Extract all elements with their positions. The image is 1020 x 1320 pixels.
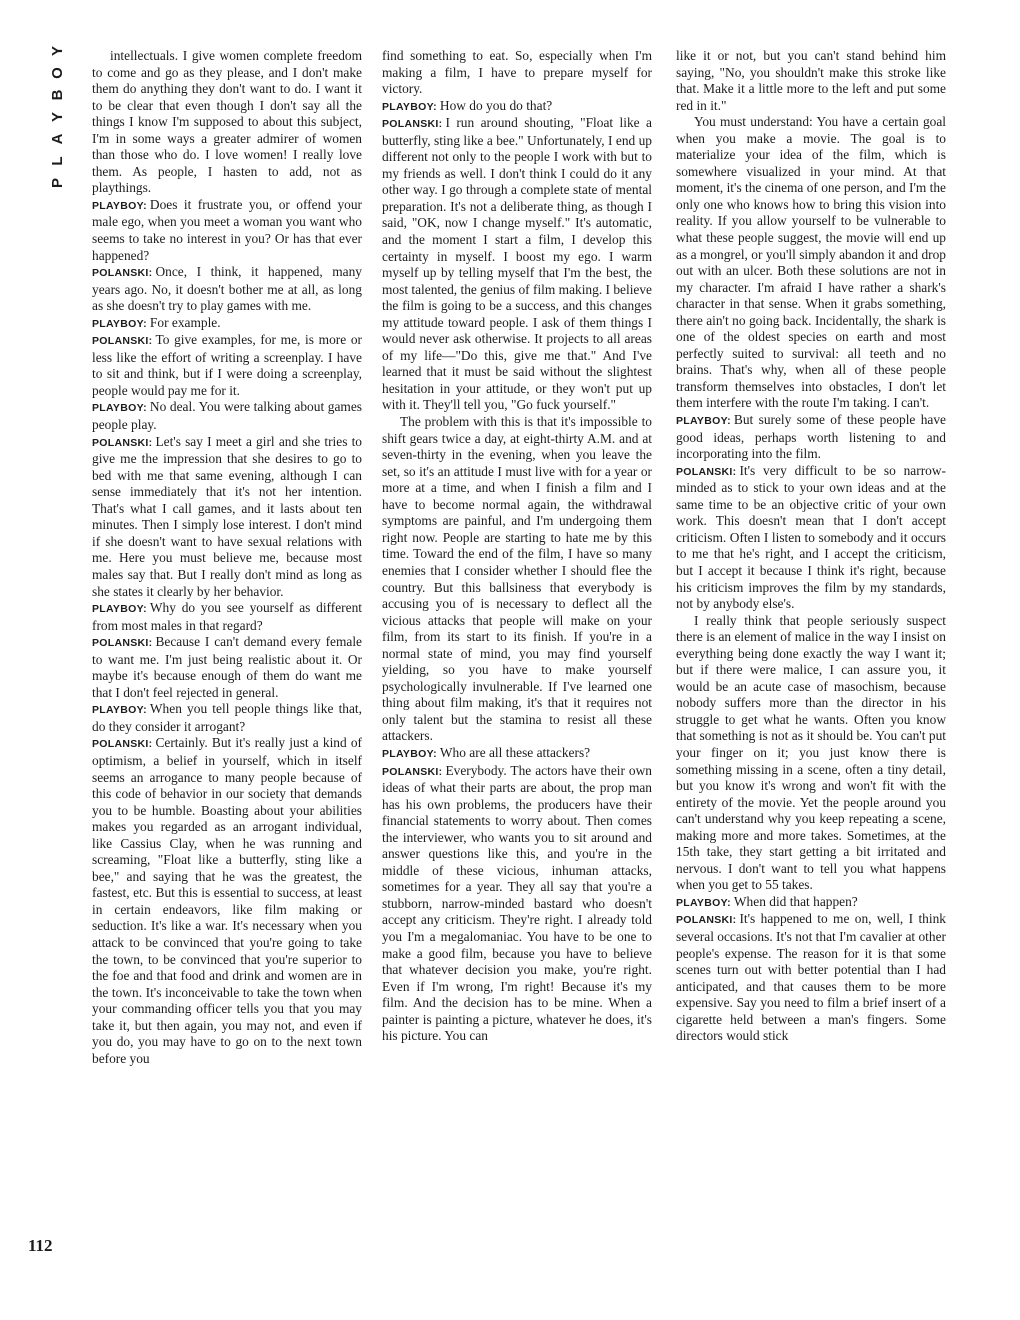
masthead-letter: A bbox=[49, 133, 66, 145]
paragraph-text: intellectuals. I give women complete freedom to come and go as they please, and I don't make them do anything they don't want to do. I want it to be clear that even though I don't say all the things I know I'm supposed to about this subject, I'm in some ways a greater admirer of women than those who do. I love women! I really love them. As people, I hasten to add, not as playthings. bbox=[92, 48, 362, 196]
masthead-letter: Y bbox=[49, 46, 66, 57]
speaker-label: PLAYBOY: bbox=[676, 415, 731, 428]
paragraph-text: like it or not, but you can't stand behind him saying, "No, you shouldn't make this stroke like that. Make it a little more to the left and put some red in it." bbox=[676, 48, 946, 113]
paragraph-text: Because I can't demand every female to want me. I'm just being realistic about it. Or maybe it's because enough of them do want me that I don't feel rejected in general. bbox=[92, 634, 362, 700]
interview-paragraph bbox=[382, 763, 652, 1045]
paragraph-text: Does it frustrate you, or offend your male ego, when you meet a woman you want who seems to take no interest in you? Or has that ever happened? bbox=[92, 196, 362, 263]
interview-paragraph bbox=[92, 332, 362, 399]
paragraph-text: Why do you see yourself as different from most males in that regard? bbox=[92, 600, 362, 633]
interview-paragraph bbox=[676, 894, 946, 912]
masthead-letter: P bbox=[49, 178, 66, 189]
interview-paragraph bbox=[676, 463, 946, 613]
interview-paragraph bbox=[92, 600, 362, 634]
paragraph-text: When did that happen? bbox=[733, 893, 858, 909]
text-column-1 bbox=[92, 48, 362, 1067]
page-number: 112 bbox=[28, 1236, 53, 1255]
interview-paragraph bbox=[382, 745, 652, 763]
interview-paragraph bbox=[92, 264, 362, 315]
speaker-label: PLAYBOY: bbox=[92, 402, 147, 415]
speaker-label: PLAYBOY: bbox=[92, 199, 147, 212]
paragraph-text: The problem with this is that it's impossible to shift gears twice a day, at eight-thirty A.M. and at seven-thirty in the evening, when you leave the set, so it's an attitude I must live with for a year or more at a time, and when I finish a film and I have to become normal again, the withdrawal symptoms are painful, and I'm undergoing them right now. People are starting to hate me by this time. Toward the end of the film, I have so many enemies that I consider whether I should flee the country. But this ballsiness that everybody is accusing you of is necessary to deflect all the vicious attacks that people will make on your film, from its start to its finish. If you're in a normal state of mind, you may find yourself yielding, so you have to make yourself psychologically invulnerable. If I've learned one thing about film making, it's that it requires not only talent but the stamina to resist all these attackers. bbox=[382, 414, 652, 744]
paragraph-text: For example. bbox=[149, 314, 221, 330]
speaker-label: POLANSKI: bbox=[92, 335, 153, 348]
interview-paragraph bbox=[92, 434, 362, 600]
speaker-label: POLANSKI: bbox=[92, 637, 153, 650]
text-column-3 bbox=[676, 48, 946, 1045]
interview-paragraph bbox=[676, 48, 946, 114]
interview-paragraph bbox=[92, 701, 362, 735]
paragraph-text: Once, I think, it happened, many years ago. No, it doesn't bother me at all, as long as she doesn't try to play games with me. bbox=[92, 264, 362, 314]
speaker-label: PLAYBOY: bbox=[382, 747, 437, 760]
interview-paragraph bbox=[92, 735, 362, 1067]
paragraph-text: You must understand: You have a certain goal when you make a movie. The goal is to materialize your idea of the film, which is somewhere visualized in your mind. At that moment, it's the cinema of one person, and I'm the only one who knows how to bring this vision into reality. If you allow yourself to be vulnerable to what these people suggest, the movie will end up as a mongrel, or you'll simply abandon it and drop out with an ulcer. Both these solutions are not in my character. I'm afraid I have rather a shark's character in that sense. When it grabs something, there ain't no going back. Incidentally, the shark is one of the oldest species on earth and most perfectly suited to survival: all teeth and no brains. That's why, when all of these people transform themselves into obstacles, I don't let them interfere with the route I'm taking. I can't. bbox=[676, 114, 946, 411]
interview-paragraph bbox=[676, 613, 946, 894]
paragraph-text: Let's say I meet a girl and she tries to give me the impression that she desires to go to bed with me that same evening, although I can sense immediately that it's not her intention. That's what I call games, and it lasts about ten minutes. Then I simply lose interest. I don't mind if she doesn't want to have sexual relations with me. Here you must believe me, because most males say that. But I really don't mind as long as she states it clearly by her behavior. bbox=[92, 433, 362, 599]
speaker-label: PLAYBOY: bbox=[382, 100, 437, 113]
paragraph-text: find something to eat. So, especially when I'm making a film, I have to prepare myself for victory. bbox=[382, 48, 652, 97]
speaker-label: POLANSKI: bbox=[92, 436, 153, 449]
speaker-label: POLANSKI: bbox=[676, 465, 737, 478]
speaker-label: POLANSKI: bbox=[382, 118, 443, 131]
interview-paragraph bbox=[382, 48, 652, 98]
speaker-label: POLANSKI: bbox=[382, 765, 443, 778]
interview-paragraph bbox=[92, 197, 362, 264]
paragraph-text: I run around shouting, "Float like a butterfly, sting like a bee." Unfortunately, I end up different not only to the people I work with but to my friends as well. I don't think I could do it any other way. I go through a complete state of mental preparation. It's not a deliberate thing, as though I said, "OK, now I change myself." It's automatic, and the moment I start a film, I develop this certainty in myself. I boost my ego. I warm myself up by telling myself that I'm the best, the most talented, the genius of film making. I believe the film is going to be a success, and this changes my attitude toward people. I ask of them things I would never ask otherwise. It projects to all areas of my life—"Do this, give me that." And I've learned that it must be said without the slightest hesitation in your attitude, or they won't put up with it. They'll tell you, "Go fuck yourself." bbox=[382, 115, 652, 413]
interview-paragraph bbox=[92, 634, 362, 701]
paragraph-text: It's very difficult to be so narrow-minded as to stick to your own ideas and at the same time to be an objective critic of your own work. This doesn't mean that I don't accept criticism. Often I listen to somebody and it occurs to me that he's right, and I accept the criticism, but I accept it because I think it's right, because his criticism improves the film by my standards, not by anybody else's. bbox=[676, 462, 946, 612]
interview-paragraph bbox=[382, 115, 652, 414]
paragraph-text: No deal. You were talking about games people play. bbox=[92, 399, 362, 433]
paragraph-text: It's happened to me on, well, I think several occasions. It's not that I'm cavalier at other people's expense. The reason for it is that some scenes turn out with better potential than I had anticipated, and that causes them to be more expensive. Say you need to film a brief insert of a cigarette held between a man's fingers. Some directors would stick bbox=[676, 911, 946, 1044]
speaker-label: POLANSKI: bbox=[92, 738, 153, 751]
paragraph-text: I really think that people seriously suspect there is an element of malice in the way I insist on everything being done exactly the way I want it; but if there were malice, I can assure you, it would be an acute case of masochism, because nobody suffers more than the director in his struggle to get what he wants. Often you know that something is not as it should be. You can't put your finger on it; you just know there is something missing in a scene, often a tiny detail, but you know it's wrong and won't fit with the entirety of the movie. Yet the people around you can't understand why you keep repeating a scene, making more and more takes. Sometimes, at the 15th take, they start getting a bit irritated and nervous. I don't want to tell you what happens when you get to 55 takes. bbox=[676, 612, 946, 893]
speaker-label: POLANSKI: bbox=[676, 914, 737, 927]
masthead-playboy bbox=[38, 40, 78, 260]
speaker-label: PLAYBOY: bbox=[676, 896, 731, 909]
paragraph-text: How do you do that? bbox=[439, 97, 553, 113]
interview-paragraph bbox=[92, 48, 362, 197]
speaker-label: POLANSKI: bbox=[92, 267, 153, 280]
masthead-letter: O bbox=[49, 67, 66, 79]
interview-paragraph bbox=[92, 315, 362, 333]
interview-paragraph bbox=[676, 412, 946, 463]
speaker-label: PLAYBOY: bbox=[92, 603, 147, 616]
paragraph-text: Who are all these attackers? bbox=[439, 744, 591, 760]
text-column-2 bbox=[382, 48, 652, 1045]
masthead-letter: L bbox=[49, 156, 66, 166]
interview-paragraph bbox=[382, 414, 652, 745]
interview-paragraph bbox=[676, 114, 946, 412]
masthead-letter: B bbox=[49, 89, 66, 101]
paragraph-text: When you tell people things like that, do they consider it arrogant? bbox=[92, 701, 362, 734]
paragraph-text: But surely some of these people have good ideas, perhaps worth listening to and incorporating into the film. bbox=[676, 412, 946, 462]
speaker-label: PLAYBOY: bbox=[92, 317, 147, 330]
paragraph-text: Everybody. The actors have their own ideas of what their parts are about, the prop man has his own problems, the producers have their financial statements to worry about. Then comes the interviewer, who wants you to sit around and answer questions like this, and you're in the middle of these vicious, inhuman attacks, sometimes for a year. They all say that you're a stubborn, narrow-minded bastard who doesn't accept any criticism. They're right. I already told you I'm a megalomaniac. You have to be one to make a good film, because you have to believe that whatever decision you make, you're right. Even if I'm wrong, I'm right! Because it's my film. And the decision has to be mine. When a painter is painting a picture, whatever he does, it's his picture. You can bbox=[382, 762, 652, 1044]
interview-paragraph bbox=[92, 399, 362, 433]
interview-paragraph bbox=[382, 98, 652, 116]
interview-paragraph bbox=[676, 911, 946, 1044]
masthead-letter: Y bbox=[49, 112, 66, 123]
paragraph-text: Certainly. But it's really just a kind of optimism, a belief in yourself, which in itself seems an arrogance to many people because of this code of behavior in our society that demands you to be humble. Boasting about your abilities makes you regarded as an arrogant individual, like Cassius Clay, when he was running and screaming, "Float like a butterfly, sting like a bee," and saying that he was the greatest, the fastest, etc. But this is essential to success, at least in certain endeavors, like film making or seduction. It's like a war. It's necessary when you attack to be convinced that you're going to take the town, to be convinced that you're superior to the foe and that food and drink and women are in the town. It's inconceivable to take the town when your commanding officer tells you that you may take it, but then again, you may not, and even if you do, you may have to go on to the next town before you bbox=[92, 735, 362, 1066]
speaker-label: PLAYBOY: bbox=[92, 704, 147, 717]
paragraph-text: To give examples, for me, is more or less like the effort of writing a screenplay. I have to sit and think, but if I were doing a screenplay, people would pay me for it. bbox=[92, 332, 362, 398]
